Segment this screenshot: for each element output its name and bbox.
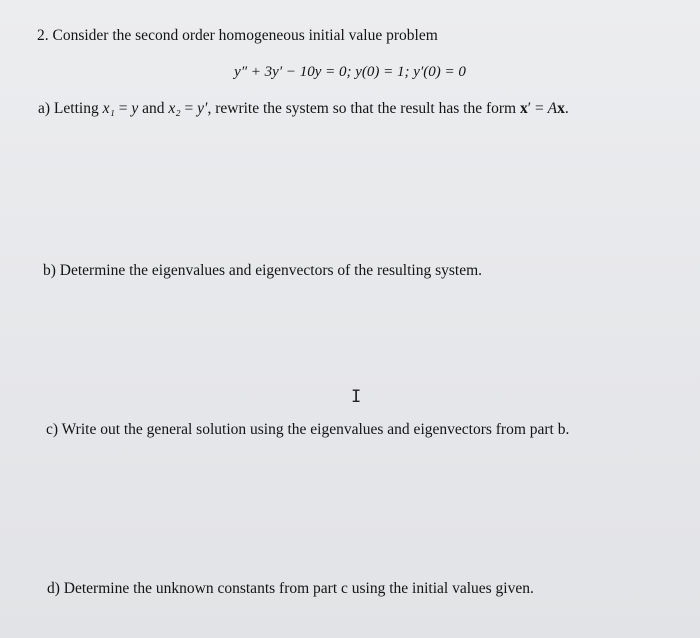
part-c xyxy=(46,421,569,439)
part-a-text-2: , rewrite the system so that the result has the form xyxy=(207,100,517,117)
part-a-eq-3: = xyxy=(531,100,548,117)
part-d-text: Determine the unknown constants from part c using the initial values given. xyxy=(63,580,534,597)
question-header xyxy=(37,27,438,45)
part-a-period: . xyxy=(564,100,569,117)
part-a-bold-x2: x xyxy=(557,100,565,117)
part-a-label: a) xyxy=(38,100,51,117)
part-b xyxy=(43,262,482,280)
part-a-eq-2: = xyxy=(184,100,198,117)
part-a-and: and xyxy=(142,100,165,117)
part-a-text-1: Letting xyxy=(53,100,99,117)
part-a-prime: ′ xyxy=(527,100,532,117)
part-a-var-2: x₂ xyxy=(168,100,181,117)
question-intro: Consider the second order homogeneous initial value problem xyxy=(52,27,438,44)
part-a xyxy=(38,100,569,118)
part-d-label: d) xyxy=(47,580,60,597)
question-number: 2. xyxy=(37,27,49,44)
part-d xyxy=(47,580,534,598)
part-c-label: c) xyxy=(46,421,59,438)
part-b-label: b) xyxy=(43,262,56,279)
part-a-matrix-a: A xyxy=(547,100,558,117)
text-cursor-icon: I xyxy=(351,387,362,407)
ode-equation-text: y″ + 3y′ − 10y = 0; y(0) = 1; y′(0) = 0 xyxy=(234,64,466,80)
ode-equation xyxy=(0,63,700,81)
part-b-text: Determine the eigenvalues and eigenvectors of the resulting system. xyxy=(59,262,483,279)
part-a-bold-x: x xyxy=(519,100,528,117)
part-a-eq-1: = xyxy=(118,100,132,117)
part-c-text: Write out the general solution using the eigenvalues and eigenvectors from part b. xyxy=(61,421,570,438)
part-a-y-1: y xyxy=(131,100,139,117)
part-a-y-2: y′ xyxy=(197,100,208,117)
part-a-var-1: x₁ xyxy=(102,100,115,117)
